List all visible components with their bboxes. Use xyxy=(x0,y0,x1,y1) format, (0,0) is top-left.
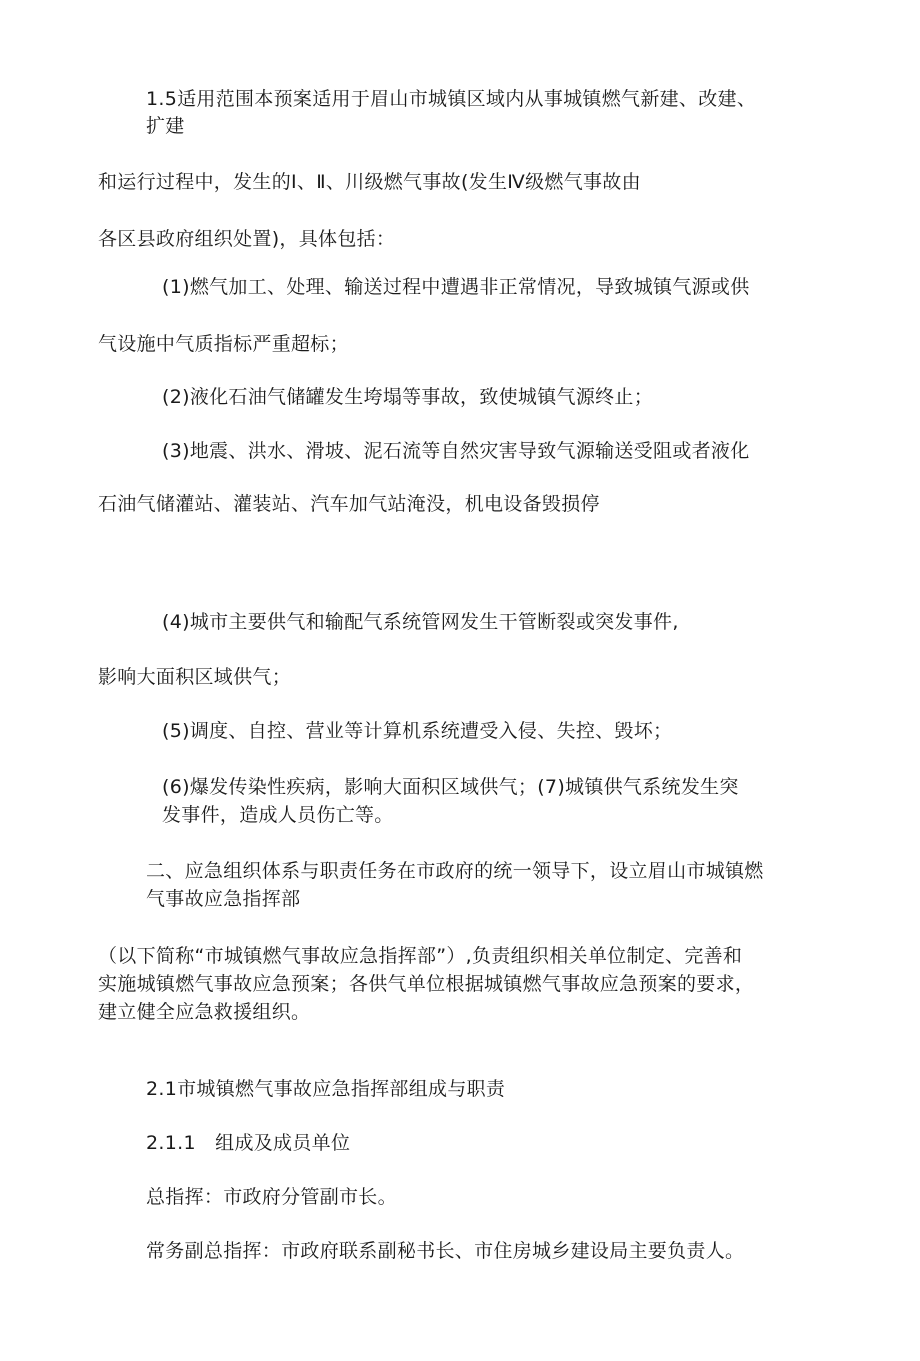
text-line: 影响大面积区域供气； xyxy=(98,666,292,688)
text-line: (2)液化石油气储罐发生垮塌等事故，致使城镇气源终止； xyxy=(162,386,654,408)
text-line: 气事故应急指挥部 xyxy=(146,888,301,910)
text-line: (1)燃气加工、处理、输送过程中遭遇非正常情况，导致城镇气源或供 xyxy=(162,276,750,298)
text-line: (6)爆发传染性疾病，影响大面积区域供气；(7)城镇供气系统发生突 xyxy=(162,776,739,798)
text-line: (3)地震、洪水、滑坡、泥石流等自然灾害导致气源输送受阻或者液化 xyxy=(162,440,750,462)
text-line: 扩建 xyxy=(146,115,185,137)
text-line: 和运行过程中，发生的Ⅰ、Ⅱ、川级燃气事故(发生Ⅳ级燃气事故由 xyxy=(98,171,641,193)
text-line: 气设施中气质指标严重超标； xyxy=(98,333,349,355)
text-line: (4)城市主要供气和输配气系统管网发生干管断裂或突发事件, xyxy=(162,611,679,633)
text-line: 2.1市城镇燃气事故应急指挥部组成与职责 xyxy=(146,1078,506,1100)
text-line: 各区县政府组织处置)，具体包括： xyxy=(98,228,396,250)
text-line: （以下简称“市城镇燃气事故应急指挥部”）,负责组织相关单位制定、完善和 xyxy=(98,945,743,967)
text-line: 实施城镇燃气事故应急预案；各供气单位根据城镇燃气事故应急预案的要求， xyxy=(98,973,755,995)
text-line: 常务副总指挥：市政府联系副秘书长、市住房城乡建设局主要负责人。 xyxy=(146,1240,745,1262)
text-line: 1.5适用范围本预案适用于眉山市城镇区域内从事城镇燃气新建、改建、 xyxy=(146,88,757,110)
text-line: (5)调度、自控、营业等计算机系统遭受入侵、失控、毁坏； xyxy=(162,720,673,742)
text-line: 2.1.1 组成及成员单位 xyxy=(146,1132,351,1154)
text-line: 总指挥：市政府分管副市长。 xyxy=(146,1186,397,1208)
text-line: 石油气储灌站、灌装站、汽车加气站淹没，机电设备毁损停 xyxy=(98,493,600,515)
text-line: 二、应急组织体系与职责任务在市政府的统一领导下，设立眉山市城镇燃 xyxy=(146,860,764,882)
text-line: 建立健全应急救援组织。 xyxy=(98,1001,311,1023)
text-line: 发事件，造成人员伤亡等。 xyxy=(162,804,394,826)
